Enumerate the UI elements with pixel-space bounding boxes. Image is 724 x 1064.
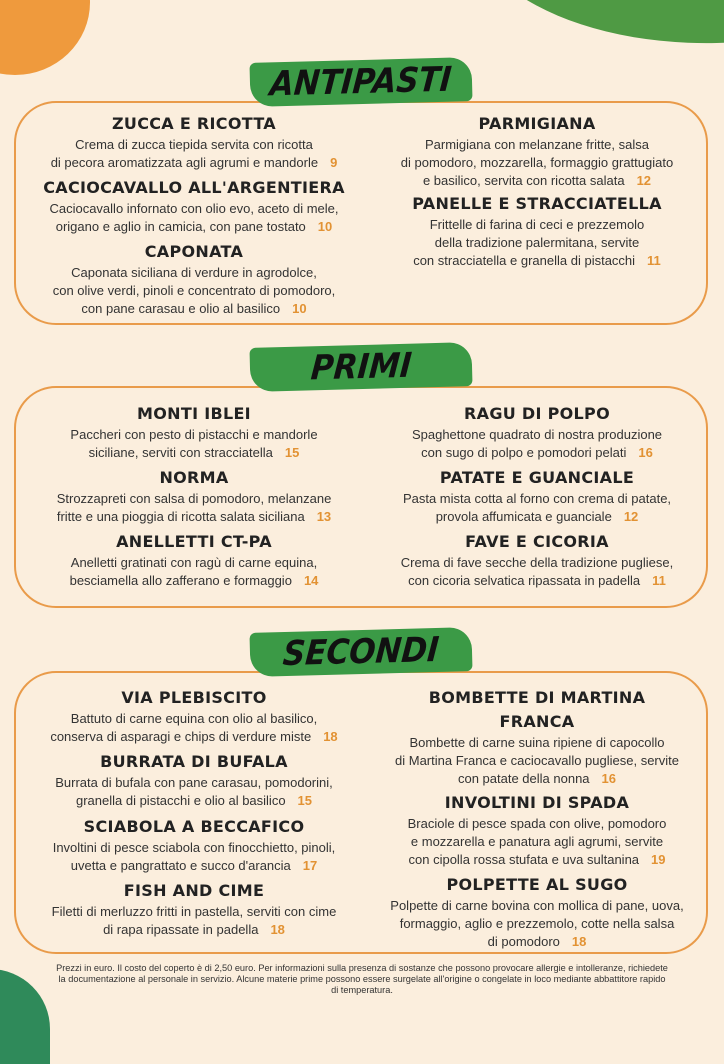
item-price: 15 xyxy=(284,445,300,460)
item-description: con olive verdi, pinoli e concentrato di pomodoro, xyxy=(52,283,336,298)
item-description: Filetti di merluzzo fritti in pastella, serviti con cime xyxy=(51,904,337,919)
item-description: Frittelle di farina di ceci e prezzemolo xyxy=(429,217,645,232)
footer-line: Prezzi in euro. Il costo del coperto è di 2,50 euro. Per informazioni sulla presenza di sostanze che possono provocare allergie e intolleranze, richiedete xyxy=(56,963,668,973)
item-name: INVOLTINI DI SPADA xyxy=(444,793,630,812)
decorative-orange-blob xyxy=(0,0,90,75)
menu-item xyxy=(24,176,364,236)
menu-item xyxy=(370,686,704,788)
item-price: 12 xyxy=(636,173,652,188)
item-price: 14 xyxy=(303,573,319,588)
item-description: di pomodoro, mozzarella, formaggio grattugiato xyxy=(400,155,674,170)
item-name: CAPONATA xyxy=(144,242,244,261)
item-description: Spaghettone quadrato di nostra produzione xyxy=(411,427,663,442)
menu-item xyxy=(24,879,364,939)
item-description: granella di pistacchi e olio al basilico 15 xyxy=(75,793,313,808)
item-price: 16 xyxy=(638,445,653,460)
decorative-green-blob-top xyxy=(453,0,724,80)
item-name: PATATE E GUANCIALE xyxy=(439,468,635,487)
item-description: con cicoria selvatica ripassata in padella 11 xyxy=(408,573,666,588)
item-description: e mozzarella e panatura agli agrumi, servite xyxy=(410,834,664,849)
footer-line: la documentazione al personale in servizio. Alcune materie prime possono essere surgelate all'origine o congelate in loco mediante abbattitore rapido xyxy=(58,974,666,984)
item-name: POLPETTE AL SUGO xyxy=(446,875,628,894)
item-description: besciamella allo zafferano e formaggio 14 xyxy=(69,573,319,588)
item-price: 9 xyxy=(330,155,338,170)
section-title-antipasti xyxy=(249,57,472,107)
menu-item xyxy=(370,873,704,951)
item-description: origano e aglio in camicia, con pane tostato 10 xyxy=(55,219,333,234)
item-description: provola affumicata e guanciale 12 xyxy=(435,509,639,524)
item-price: 17 xyxy=(302,858,318,873)
item-description: di Martina Franca e caciocavallo pugliese, servite xyxy=(395,753,679,768)
item-name: VIA PLEBISCITO xyxy=(121,688,267,707)
item-description: di rapa ripassate in padella 18 xyxy=(103,922,285,937)
item-description: Battuto di carne equina con olio al basilico, xyxy=(70,711,318,726)
menu-item xyxy=(24,466,364,526)
item-price: 11 xyxy=(647,253,661,268)
item-description: Caciocavallo infornato con olio evo, aceto di mele, xyxy=(49,201,339,216)
item-price: 18 xyxy=(571,934,587,949)
item-description: Caponata siciliana di verdure in agrodolce, xyxy=(71,265,317,280)
section-title-text: SECONDI xyxy=(281,630,441,674)
menu-item xyxy=(24,530,364,590)
item-description: con sugo di polpo e pomodori pelati 16 xyxy=(421,445,653,460)
menu-item xyxy=(24,815,364,875)
menu-item xyxy=(24,686,364,746)
item-description: Polpette di carne bovina con mollica di pane, uova, xyxy=(390,898,684,913)
item-price: 11 xyxy=(652,573,666,588)
item-description: formaggio, aglio e prezzemolo, cotte nella salsa xyxy=(399,916,675,931)
item-name: ZUCCA E RICOTTA xyxy=(112,114,276,133)
item-description: Crema di zucca tiepida servita con ricotta xyxy=(75,137,313,152)
item-description: conserva di asparagi e chips di verdure miste 18 xyxy=(50,729,338,744)
item-description: e basilico, servita con ricotta salata 12 xyxy=(422,173,652,188)
section-title-secondi xyxy=(249,627,472,677)
section-title-text: ANTIPASTI xyxy=(268,59,454,105)
item-price: 18 xyxy=(323,729,338,744)
item-description: siciliane, serviti con stracciatella 15 xyxy=(88,445,300,460)
item-name: RAGU DI POLPO xyxy=(464,404,610,423)
menu-item xyxy=(370,112,704,190)
footer-line: di temperatura. xyxy=(331,985,393,995)
item-name: PANELLE E STRACCIATELLA xyxy=(412,194,662,213)
menu-item xyxy=(370,466,704,526)
item-description: con pane carasau e olio al basilico 10 xyxy=(81,301,307,316)
item-price: 16 xyxy=(601,771,617,786)
item-description: con stracciatella e granella di pistacchi 11 xyxy=(413,253,661,268)
item-name: ANELLETTI CT-PA xyxy=(116,532,272,551)
menu-item xyxy=(370,530,704,590)
menu-item xyxy=(24,750,364,810)
item-description: della tradizione palermitana, servite xyxy=(434,235,640,250)
item-description: con patate della nonna 16 xyxy=(457,771,617,786)
item-description: Paccheri con pesto di pistacchi e mandorle xyxy=(70,427,318,442)
item-description: Anelletti gratinati con ragù di carne equina, xyxy=(70,555,318,570)
menu-item xyxy=(370,402,704,462)
item-description: Burrata di bufala con pane carasau, pomodorini, xyxy=(55,775,333,790)
menu-item xyxy=(370,791,704,869)
item-description: Strozzapreti con salsa di pomodoro, melanzane xyxy=(56,491,332,506)
item-name: BURRATA DI BUFALA xyxy=(100,752,288,771)
item-name: PARMIGIANA xyxy=(478,114,596,133)
menu-item xyxy=(370,192,704,270)
menu-item xyxy=(24,402,364,462)
item-name: FRANCA xyxy=(499,712,575,731)
item-description: Involtini di pesce sciabola con finocchietto, pinoli, xyxy=(52,840,336,855)
item-description: Bombette di carne suina ripiene di capocollo xyxy=(409,735,665,750)
item-description: Braciole di pesce spada con olive, pomodoro xyxy=(407,816,667,831)
item-price: 10 xyxy=(317,219,333,234)
item-price: 13 xyxy=(316,509,332,524)
item-price: 15 xyxy=(297,793,313,808)
section-title-primi xyxy=(249,342,472,392)
item-description: con cipolla rossa stufata e uva sultanina 19 xyxy=(408,852,666,867)
item-price: 19 xyxy=(651,852,666,867)
section-title-text: PRIMI xyxy=(309,345,413,389)
item-name: BOMBETTE DI MARTINA xyxy=(428,688,646,707)
item-price: 10 xyxy=(292,301,307,316)
item-description: Crema di fave secche della tradizione pugliese, xyxy=(400,555,674,570)
item-price: 18 xyxy=(270,922,285,937)
footer-notice xyxy=(16,963,708,996)
menu-item xyxy=(24,240,364,318)
item-name: NORMA xyxy=(159,468,229,487)
item-name: FISH AND CIME xyxy=(123,881,265,900)
item-description: fritte e una pioggia di ricotta salata siciliana 13 xyxy=(56,509,332,524)
item-price: 12 xyxy=(623,509,639,524)
item-name: MONTI IBLEI xyxy=(137,404,251,423)
item-name: CACIOCAVALLO ALL'ARGENTIERA xyxy=(43,178,345,197)
item-description: di pecora aromatizzata agli agrumi e mandorle 9 xyxy=(50,155,338,170)
item-name: FAVE E CICORIA xyxy=(465,532,609,551)
item-description: Pasta mista cotta al forno con crema di patate, xyxy=(402,491,672,506)
item-description: Parmigiana con melanzane fritte, salsa xyxy=(424,137,649,152)
item-description: di pomodoro 18 xyxy=(487,934,587,949)
item-description: uvetta e pangrattato e succo d'arancia 17 xyxy=(70,858,318,873)
menu-item xyxy=(24,112,364,172)
item-name: SCIABOLA A BECCAFICO xyxy=(83,817,305,836)
